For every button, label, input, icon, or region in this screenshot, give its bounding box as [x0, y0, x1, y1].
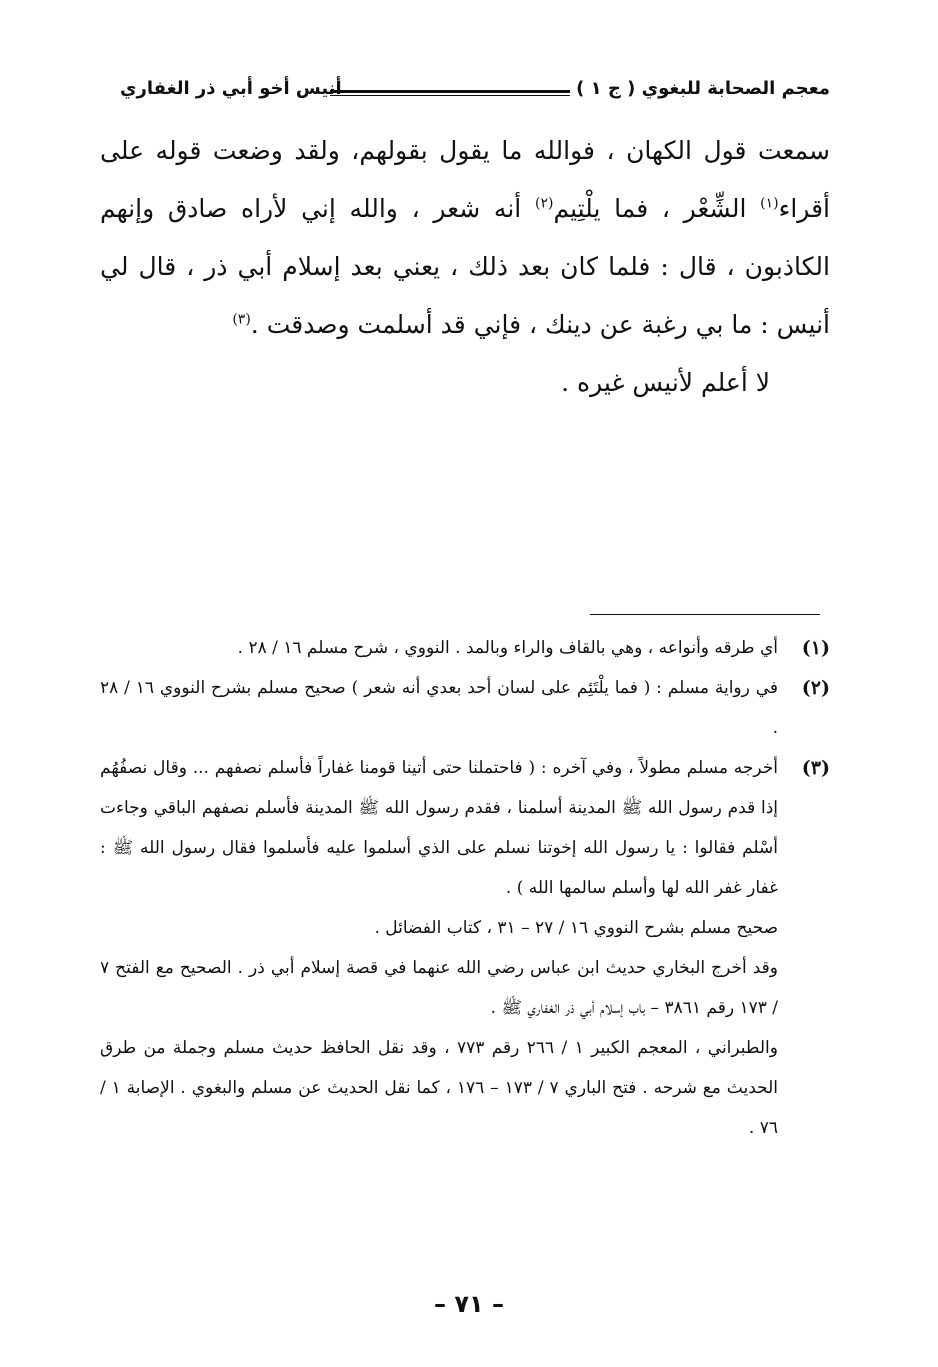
main-paragraph	[100, 122, 830, 354]
closing-line: لا أعلم لأنيس غيره .	[561, 368, 770, 397]
footnote-body	[100, 748, 778, 1148]
page-number: – ٧١ –	[433, 1290, 504, 1318]
footnote-text: والطبراني ، المعجم الكبير ١ / ٢٦٦ رقم ٧٧٣ ، وقد نقل الحافظ حديث مسلم وجملة من طرق الحديث مع شرحه . فتح الباري ٧ / ١٧٣ – ١٧٦ ، كما نقل الحديث عن مسلم والبغوي . الإصابة ١ / ٧٦ .	[100, 1038, 778, 1138]
text-segment: أنه شعر ، والله إني لأراه صادق وإنهم الكاذبون ، قال : فلما كان بعد ذلك ، يعني بعد إسلام أبي ذر ، قال لي أنيس : ما بي رغبة عن دينك ، فإني قد أسلمت وصدقت .	[100, 194, 830, 339]
footnote-body	[100, 628, 778, 668]
entry-title: أنيس أخو أبي ذر الغفاري	[120, 78, 342, 99]
footnote-1	[100, 628, 830, 668]
book-title: معجم الصحابة للبغوي ( ج ١ )	[576, 78, 830, 99]
footnotes	[100, 628, 830, 1148]
footnote-separator	[590, 614, 820, 615]
text-segment: الشِّعْر ، فما يلْتِيم	[553, 194, 761, 223]
footnote-text: في رواية مسلم : ( فما يلْتَئِم على لسان أحد بعدي أنه شعر ) صحيح مسلم بشرح النووي ١٦ / ٢٨ .	[100, 678, 778, 738]
running-header	[100, 70, 830, 120]
footnote-text: أي طرقه وأنواعه ، وهي بالقاف والراء وبالمد . النووي ، شرح مسلم ١٦ / ٢٨ .	[237, 638, 778, 658]
footnote-ref-1: (١)	[760, 195, 779, 212]
footnote-number: (٣)	[801, 757, 830, 779]
footnote-text: أخرجه مسلم مطولاً ، وفي آخره : ( فاحتملنا حتى أتينا قومنا غفاراً فأسلم نصفهم ... وقال نصفُهُم إذا قدم رسول الله ﷺ المدينة أسلمنا ، فقدم رسول الله ﷺ المدينة فأسلم نصفهم الباقي وجاءت أسْلم فقالوا : يا رسول الله إخوتنا نسلم على الذي أسلموا عليه فأسلموا فقال رسول الله ﷺ : غفار غفر الله لها وأسلم سالمها الله ) .	[100, 758, 778, 898]
footnote-2	[100, 668, 830, 748]
text-segment: سمعت قول الكهان ، فوالله ما يقول بقولهم، ولقد وضعت قوله على أقراء	[100, 136, 830, 223]
footnote-number: (١)	[801, 637, 830, 659]
footnote-ref-2: (٢)	[534, 195, 554, 212]
main-text	[100, 122, 830, 412]
footnote-number: (٢)	[801, 677, 830, 699]
footnote-3	[100, 748, 830, 1148]
footnote-body	[100, 668, 778, 748]
footnote-text: صحيح مسلم بشرح النووي ١٦ / ٢٧ – ٣١ ، كتاب الفضائل .	[374, 918, 778, 938]
footnote-ref-3: (٣)	[232, 311, 251, 328]
header-rule	[330, 90, 570, 96]
footnote-text: وقد أخرج البخاري حديث ابن عباس رضي الله عنهما في قصة إسلام أبي ذر . الصحيح مع الفتح ٧ / ١٧٣ رقم ٣٨٦١ – باب إسلام أبي ذر الغفاري ﷺ .	[100, 958, 778, 1018]
